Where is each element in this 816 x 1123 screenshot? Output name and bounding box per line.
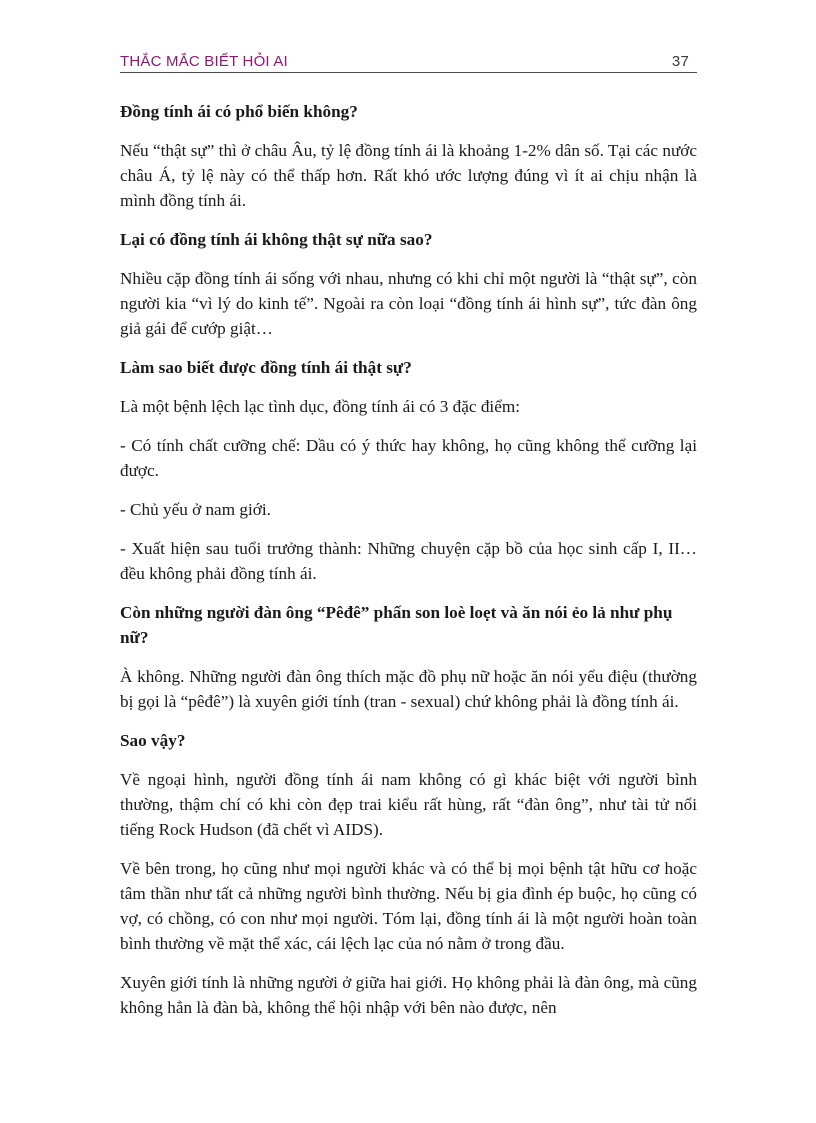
- list-item-paragraph: - Có tính chất cưỡng chế: Dầu có ý thức hay không, họ cũng không thể cưỡng lại được.: [120, 436, 697, 480]
- question-heading: Đồng tính ái có phổ biến không?: [120, 102, 358, 121]
- paragraph: Về ngoại hình, người đồng tính ái nam không có gì khác biệt với người bình thường, thậm chí có khi còn đẹp trai kiểu rất hùng, rất “đàn ông”, như tài tử nổi tiếng Rock Hudson (đã chết vì AIDS).: [120, 770, 697, 839]
- paragraph: À không. Những người đàn ông thích mặc đồ phụ nữ hoặc ăn nói yểu điệu (thường bị gọi là “pêđê”) là xuyên giới tính (tran - sexual) chứ không phải là đồng tính ái.: [120, 667, 697, 711]
- paragraph: Xuyên giới tính là những người ở giữa hai giới. Họ không phải là đàn ông, mà cũng không hẳn là đàn bà, không thể hội nhập với bên nào được, nên: [120, 973, 697, 1017]
- question-heading: Sao vậy?: [120, 731, 186, 750]
- book-page: [120, 44, 697, 1104]
- page-body: [120, 99, 697, 1020]
- question-heading: Lại có đồng tính ái không thật sự nữa sao?: [120, 230, 433, 249]
- paragraph: Là một bệnh lệch lạc tình dục, đồng tính ái có 3 đặc điểm:: [120, 397, 520, 416]
- list-item-paragraph: - Xuất hiện sau tuổi trưởng thành: Những chuyện cặp bồ của học sinh cấp I, II… đều không phải đồng tính ái.: [120, 539, 697, 583]
- paragraph: Về bên trong, họ cũng như mọi người khác và có thể bị mọi bệnh tật hữu cơ hoặc tâm thần như tất cả những người bình thường. Nếu bị gia đình ép buộc, họ cũng có vợ, có chồng, có con như mọi người. Tóm lại, đồng tính ái là một người hoàn toàn bình thường về mặt thể xác, cái lệch lạc của nó nằm ở trong đầu.: [120, 859, 697, 953]
- question-heading: Còn những người đàn ông “Pêđê” phấn son loè loẹt và ăn nói ẻo lả như phụ nữ?: [120, 603, 673, 647]
- paragraph: Nhiều cặp đồng tính ái sống với nhau, nhưng có khi chỉ một người là “thật sự”, còn người kia “vì lý do kinh tế”. Ngoài ra còn loại “đồng tính ái hình sự”, tức đàn ông giả gái để cướp giật…: [120, 269, 697, 338]
- running-header-title: THẮC MẮC BIẾT HỎI AI: [120, 53, 288, 70]
- running-header: [120, 44, 697, 73]
- question-heading: Làm sao biết được đồng tính ái thật sự?: [120, 358, 412, 377]
- list-item-paragraph: - Chủ yếu ở nam giới.: [120, 500, 271, 519]
- page-number: 37: [671, 53, 689, 70]
- paragraph: Nếu “thật sự” thì ở châu Âu, tỷ lệ đồng tính ái là khoảng 1-2% dân số. Tại các nước châu Á, tỷ lệ này có thể thấp hơn. Rất khó ước lượng đúng vì ít ai chịu nhận là mình đồng tính ái.: [120, 141, 697, 210]
